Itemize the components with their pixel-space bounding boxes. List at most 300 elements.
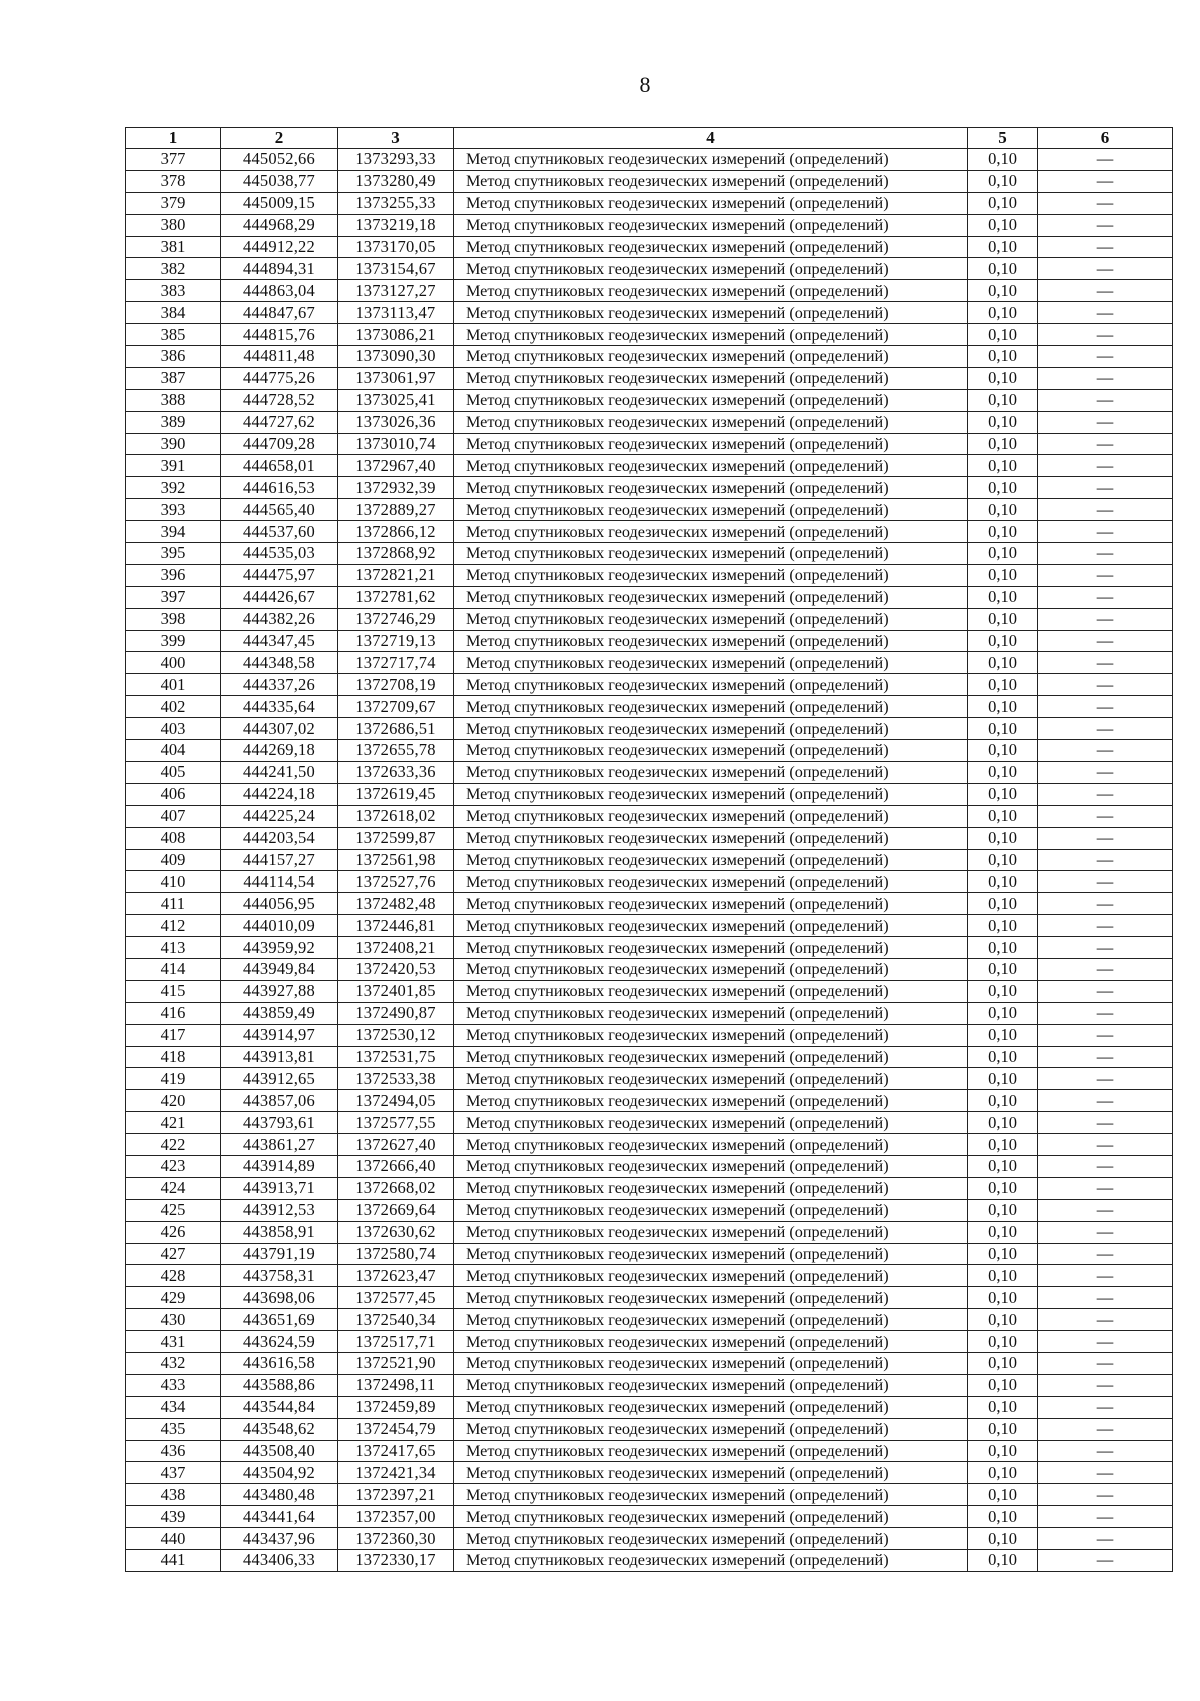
y-coordinate-cell: 1372577,45 <box>338 1287 454 1309</box>
precision-cell: 0,10 <box>968 433 1038 455</box>
x-coordinate-cell: 443508,40 <box>221 1440 338 1462</box>
description-cell: — <box>1038 1134 1173 1156</box>
y-coordinate-cell: 1372599,87 <box>338 827 454 849</box>
description-cell: — <box>1038 1002 1173 1024</box>
y-coordinate-cell: 1372623,47 <box>338 1265 454 1287</box>
point-number-cell: 426 <box>126 1221 221 1243</box>
header-col-4: 4 <box>454 128 968 149</box>
x-coordinate-cell: 444307,02 <box>221 718 338 740</box>
y-coordinate-cell: 1372719,13 <box>338 630 454 652</box>
y-coordinate-cell: 1372889,27 <box>338 499 454 521</box>
y-coordinate-cell: 1372459,89 <box>338 1396 454 1418</box>
description-cell: — <box>1038 1177 1173 1199</box>
x-coordinate-cell: 443914,97 <box>221 1024 338 1046</box>
x-coordinate-cell: 444968,29 <box>221 214 338 236</box>
method-cell: Метод спутниковых геодезических измерений (определений) <box>454 455 968 477</box>
table-row <box>126 740 1173 762</box>
y-coordinate-cell: 1372668,02 <box>338 1177 454 1199</box>
description-cell: — <box>1038 893 1173 915</box>
x-coordinate-cell: 444912,22 <box>221 236 338 258</box>
y-coordinate-cell: 1372630,62 <box>338 1221 454 1243</box>
point-number-cell: 428 <box>126 1265 221 1287</box>
x-coordinate-cell: 443913,81 <box>221 1046 338 1068</box>
method-cell: Метод спутниковых геодезических измерений (определений) <box>454 674 968 696</box>
table-row <box>126 499 1173 521</box>
point-number-cell: 401 <box>126 674 221 696</box>
method-cell: Метод спутниковых геодезических измерений (определений) <box>454 389 968 411</box>
table-row <box>126 346 1173 368</box>
y-coordinate-cell: 1373086,21 <box>338 324 454 346</box>
point-number-cell: 410 <box>126 871 221 893</box>
x-coordinate-cell: 444335,64 <box>221 696 338 718</box>
table-row <box>126 1177 1173 1199</box>
point-number-cell: 379 <box>126 192 221 214</box>
description-cell: — <box>1038 1550 1173 1572</box>
precision-cell: 0,10 <box>968 1331 1038 1353</box>
point-number-cell: 382 <box>126 258 221 280</box>
x-coordinate-cell: 443927,88 <box>221 980 338 1002</box>
method-cell: Метод спутниковых геодезических измерений (определений) <box>454 849 968 871</box>
point-number-cell: 437 <box>126 1462 221 1484</box>
description-cell: — <box>1038 696 1173 718</box>
table-row <box>126 871 1173 893</box>
point-number-cell: 397 <box>126 586 221 608</box>
point-number-cell: 393 <box>126 499 221 521</box>
method-cell: Метод спутниковых геодезических измерений (определений) <box>454 1396 968 1418</box>
x-coordinate-cell: 444475,97 <box>221 564 338 586</box>
y-coordinate-cell: 1372454,79 <box>338 1418 454 1440</box>
table-row <box>126 980 1173 1002</box>
description-cell: — <box>1038 937 1173 959</box>
x-coordinate-cell: 444347,45 <box>221 630 338 652</box>
table-row <box>126 718 1173 740</box>
description-cell: — <box>1038 1418 1173 1440</box>
table-row <box>126 1287 1173 1309</box>
description-cell: — <box>1038 915 1173 937</box>
y-coordinate-cell: 1372517,71 <box>338 1331 454 1353</box>
point-number-cell: 387 <box>126 367 221 389</box>
table-row <box>126 608 1173 630</box>
precision-cell: 0,10 <box>968 258 1038 280</box>
description-cell: — <box>1038 367 1173 389</box>
precision-cell: 0,10 <box>968 1090 1038 1112</box>
point-number-cell: 406 <box>126 783 221 805</box>
method-cell: Метод спутниковых геодезических измерений (определений) <box>454 411 968 433</box>
x-coordinate-cell: 444894,31 <box>221 258 338 280</box>
table-row <box>126 937 1173 959</box>
method-cell: Метод спутниковых геодезических измерений (определений) <box>454 1462 968 1484</box>
point-number-cell: 417 <box>126 1024 221 1046</box>
y-coordinate-cell: 1372498,11 <box>338 1374 454 1396</box>
method-cell: Метод спутниковых геодезических измерений (определений) <box>454 1352 968 1374</box>
method-cell: Метод спутниковых геодезических измерений (определений) <box>454 564 968 586</box>
method-cell: Метод спутниковых геодезических измерений (определений) <box>454 718 968 740</box>
precision-cell: 0,10 <box>968 1462 1038 1484</box>
point-number-cell: 430 <box>126 1309 221 1331</box>
y-coordinate-cell: 1373255,33 <box>338 192 454 214</box>
table-row <box>126 1418 1173 1440</box>
point-number-cell: 432 <box>126 1352 221 1374</box>
point-number-cell: 392 <box>126 477 221 499</box>
header-col-6: 6 <box>1038 128 1173 149</box>
y-coordinate-cell: 1372401,85 <box>338 980 454 1002</box>
x-coordinate-cell: 443912,65 <box>221 1068 338 1090</box>
description-cell: — <box>1038 849 1173 871</box>
precision-cell: 0,10 <box>968 411 1038 433</box>
point-number-cell: 429 <box>126 1287 221 1309</box>
y-coordinate-cell: 1372746,29 <box>338 608 454 630</box>
y-coordinate-cell: 1372417,65 <box>338 1440 454 1462</box>
point-number-cell: 415 <box>126 980 221 1002</box>
x-coordinate-cell: 443441,64 <box>221 1506 338 1528</box>
point-number-cell: 421 <box>126 1112 221 1134</box>
description-cell: — <box>1038 871 1173 893</box>
y-coordinate-cell: 1372330,17 <box>338 1550 454 1572</box>
description-cell: — <box>1038 827 1173 849</box>
precision-cell: 0,10 <box>968 1440 1038 1462</box>
y-coordinate-cell: 1372717,74 <box>338 652 454 674</box>
table-row <box>126 1155 1173 1177</box>
point-number-cell: 435 <box>126 1418 221 1440</box>
method-cell: Метод спутниковых геодезических измерений (определений) <box>454 1090 968 1112</box>
point-number-cell: 418 <box>126 1046 221 1068</box>
method-cell: Метод спутниковых геодезических измерений (определений) <box>454 302 968 324</box>
point-number-cell: 385 <box>126 324 221 346</box>
x-coordinate-cell: 443861,27 <box>221 1134 338 1156</box>
table-row <box>126 1528 1173 1550</box>
y-coordinate-cell: 1372408,21 <box>338 937 454 959</box>
x-coordinate-cell: 444426,67 <box>221 586 338 608</box>
precision-cell: 0,10 <box>968 893 1038 915</box>
method-cell: Метод спутниковых геодезических измерений (определений) <box>454 740 968 762</box>
y-coordinate-cell: 1372446,81 <box>338 915 454 937</box>
table-header-row <box>126 128 1173 149</box>
method-cell: Метод спутниковых геодезических измерений (определений) <box>454 1112 968 1134</box>
point-number-cell: 419 <box>126 1068 221 1090</box>
description-cell: — <box>1038 1024 1173 1046</box>
description-cell: — <box>1038 258 1173 280</box>
table-row <box>126 1396 1173 1418</box>
description-cell: — <box>1038 214 1173 236</box>
x-coordinate-cell: 443857,06 <box>221 1090 338 1112</box>
precision-cell: 0,10 <box>968 1002 1038 1024</box>
y-coordinate-cell: 1373025,41 <box>338 389 454 411</box>
table-row <box>126 674 1173 696</box>
precision-cell: 0,10 <box>968 1309 1038 1331</box>
point-number-cell: 438 <box>126 1484 221 1506</box>
point-number-cell: 414 <box>126 958 221 980</box>
table-row <box>126 477 1173 499</box>
method-cell: Метод спутниковых геодезических измерений (определений) <box>454 433 968 455</box>
point-number-cell: 431 <box>126 1331 221 1353</box>
method-cell: Метод спутниковых геодезических измерений (определений) <box>454 1484 968 1506</box>
point-number-cell: 395 <box>126 543 221 565</box>
description-cell: — <box>1038 543 1173 565</box>
y-coordinate-cell: 1372527,76 <box>338 871 454 893</box>
method-cell: Метод спутниковых геодезических измерений (определений) <box>454 346 968 368</box>
method-cell: Метод спутниковых геодезических измерений (определений) <box>454 258 968 280</box>
y-coordinate-cell: 1372633,36 <box>338 761 454 783</box>
description-cell: — <box>1038 1462 1173 1484</box>
table-row <box>126 849 1173 871</box>
x-coordinate-cell: 443859,49 <box>221 1002 338 1024</box>
description-cell: — <box>1038 280 1173 302</box>
y-coordinate-cell: 1373219,18 <box>338 214 454 236</box>
table-row <box>126 280 1173 302</box>
x-coordinate-cell: 443913,71 <box>221 1177 338 1199</box>
y-coordinate-cell: 1372627,40 <box>338 1134 454 1156</box>
description-cell: — <box>1038 980 1173 1002</box>
method-cell: Метод спутниковых геодезических измерений (определений) <box>454 521 968 543</box>
description-cell: — <box>1038 1265 1173 1287</box>
x-coordinate-cell: 443480,48 <box>221 1484 338 1506</box>
description-cell: — <box>1038 718 1173 740</box>
method-cell: Метод спутниковых геодезических измерений (определений) <box>454 280 968 302</box>
description-cell: — <box>1038 1068 1173 1090</box>
description-cell: — <box>1038 1155 1173 1177</box>
x-coordinate-cell: 443793,61 <box>221 1112 338 1134</box>
x-coordinate-cell: 443791,19 <box>221 1243 338 1265</box>
x-coordinate-cell: 445038,77 <box>221 170 338 192</box>
description-cell: — <box>1038 324 1173 346</box>
x-coordinate-cell: 445009,15 <box>221 192 338 214</box>
method-cell: Метод спутниковых геодезических измерений (определений) <box>454 1155 968 1177</box>
description-cell: — <box>1038 302 1173 324</box>
method-cell: Метод спутниковых геодезических измерений (определений) <box>454 1528 968 1550</box>
x-coordinate-cell: 444863,04 <box>221 280 338 302</box>
table-row <box>126 236 1173 258</box>
table-row <box>126 958 1173 980</box>
point-number-cell: 425 <box>126 1199 221 1221</box>
x-coordinate-cell: 444565,40 <box>221 499 338 521</box>
description-cell: — <box>1038 389 1173 411</box>
table-row <box>126 1046 1173 1068</box>
method-cell: Метод спутниковых геодезических измерений (определений) <box>454 696 968 718</box>
point-number-cell: 427 <box>126 1243 221 1265</box>
description-cell: — <box>1038 236 1173 258</box>
table-row <box>126 1243 1173 1265</box>
precision-cell: 0,10 <box>968 805 1038 827</box>
precision-cell: 0,10 <box>968 499 1038 521</box>
point-number-cell: 422 <box>126 1134 221 1156</box>
precision-cell: 0,10 <box>968 346 1038 368</box>
precision-cell: 0,10 <box>968 1243 1038 1265</box>
precision-cell: 0,10 <box>968 1046 1038 1068</box>
table-row <box>126 302 1173 324</box>
point-number-cell: 434 <box>126 1396 221 1418</box>
point-number-cell: 412 <box>126 915 221 937</box>
precision-cell: 0,10 <box>968 1550 1038 1572</box>
y-coordinate-cell: 1372482,48 <box>338 893 454 915</box>
table-row <box>126 1112 1173 1134</box>
method-cell: Метод спутниковых геодезических измерений (определений) <box>454 477 968 499</box>
y-coordinate-cell: 1373170,05 <box>338 236 454 258</box>
table-row <box>126 1090 1173 1112</box>
point-number-cell: 433 <box>126 1374 221 1396</box>
table-row <box>126 1265 1173 1287</box>
precision-cell: 0,10 <box>968 1396 1038 1418</box>
precision-cell: 0,10 <box>968 1528 1038 1550</box>
description-cell: — <box>1038 1287 1173 1309</box>
table-row <box>126 586 1173 608</box>
point-number-cell: 436 <box>126 1440 221 1462</box>
table-row <box>126 783 1173 805</box>
y-coordinate-cell: 1372521,90 <box>338 1352 454 1374</box>
table-row <box>126 1506 1173 1528</box>
table-row <box>126 170 1173 192</box>
precision-cell: 0,10 <box>968 783 1038 805</box>
precision-cell: 0,10 <box>968 192 1038 214</box>
point-number-cell: 409 <box>126 849 221 871</box>
y-coordinate-cell: 1372655,78 <box>338 740 454 762</box>
method-cell: Метод спутниковых геодезических измерений (определений) <box>454 958 968 980</box>
y-coordinate-cell: 1372618,02 <box>338 805 454 827</box>
precision-cell: 0,10 <box>968 1199 1038 1221</box>
table-row <box>126 1002 1173 1024</box>
x-coordinate-cell: 443588,86 <box>221 1374 338 1396</box>
description-cell: — <box>1038 630 1173 652</box>
method-cell: Метод спутниковых геодезических измерений (определений) <box>454 1046 968 1068</box>
method-cell: Метод спутниковых геодезических измерений (определений) <box>454 1177 968 1199</box>
point-number-cell: 402 <box>126 696 221 718</box>
point-number-cell: 378 <box>126 170 221 192</box>
y-coordinate-cell: 1372577,55 <box>338 1112 454 1134</box>
method-cell: Метод спутниковых геодезических измерений (определений) <box>454 783 968 805</box>
point-number-cell: 391 <box>126 455 221 477</box>
table-row <box>126 214 1173 236</box>
y-coordinate-cell: 1372494,05 <box>338 1090 454 1112</box>
method-cell: Метод спутниковых геодезических измерений (определений) <box>454 1287 968 1309</box>
y-coordinate-cell: 1372686,51 <box>338 718 454 740</box>
precision-cell: 0,10 <box>968 761 1038 783</box>
x-coordinate-cell: 443949,84 <box>221 958 338 980</box>
x-coordinate-cell: 443758,31 <box>221 1265 338 1287</box>
method-cell: Метод спутниковых геодезических измерений (определений) <box>454 1418 968 1440</box>
method-cell: Метод спутниковых геодезических измерений (определений) <box>454 499 968 521</box>
table-row <box>126 630 1173 652</box>
point-number-cell: 386 <box>126 346 221 368</box>
x-coordinate-cell: 443616,58 <box>221 1352 338 1374</box>
description-cell: — <box>1038 433 1173 455</box>
precision-cell: 0,10 <box>968 586 1038 608</box>
description-cell: — <box>1038 958 1173 980</box>
table-body <box>126 149 1173 1572</box>
y-coordinate-cell: 1372709,67 <box>338 696 454 718</box>
x-coordinate-cell: 444616,53 <box>221 477 338 499</box>
point-number-cell: 420 <box>126 1090 221 1112</box>
x-coordinate-cell: 444727,62 <box>221 411 338 433</box>
y-coordinate-cell: 1372866,12 <box>338 521 454 543</box>
point-number-cell: 390 <box>126 433 221 455</box>
y-coordinate-cell: 1372561,98 <box>338 849 454 871</box>
description-cell: — <box>1038 455 1173 477</box>
method-cell: Метод спутниковых геодезических измерений (определений) <box>454 1243 968 1265</box>
table-row <box>126 1199 1173 1221</box>
method-cell: Метод спутниковых геодезических измерений (определений) <box>454 367 968 389</box>
table-row <box>126 1352 1173 1374</box>
table-row <box>126 827 1173 849</box>
description-cell: — <box>1038 564 1173 586</box>
precision-cell: 0,10 <box>968 1418 1038 1440</box>
method-cell: Метод спутниковых геодезических измерений (определений) <box>454 915 968 937</box>
table-row <box>126 761 1173 783</box>
y-coordinate-cell: 1373293,33 <box>338 149 454 171</box>
x-coordinate-cell: 444815,76 <box>221 324 338 346</box>
table-row <box>126 367 1173 389</box>
table-row <box>126 1484 1173 1506</box>
description-cell: — <box>1038 1243 1173 1265</box>
y-coordinate-cell: 1372530,12 <box>338 1024 454 1046</box>
x-coordinate-cell: 444010,09 <box>221 915 338 937</box>
x-coordinate-cell: 443912,53 <box>221 1199 338 1221</box>
table-row <box>126 915 1173 937</box>
method-cell: Метод спутниковых геодезических измерений (определений) <box>454 192 968 214</box>
precision-cell: 0,10 <box>968 871 1038 893</box>
precision-cell: 0,10 <box>968 915 1038 937</box>
x-coordinate-cell: 444114,54 <box>221 871 338 893</box>
header-col-5: 5 <box>968 128 1038 149</box>
x-coordinate-cell: 443959,92 <box>221 937 338 959</box>
y-coordinate-cell: 1373026,36 <box>338 411 454 433</box>
y-coordinate-cell: 1373010,74 <box>338 433 454 455</box>
header-col-2: 2 <box>221 128 338 149</box>
point-number-cell: 423 <box>126 1155 221 1177</box>
description-cell: — <box>1038 149 1173 171</box>
x-coordinate-cell: 443858,91 <box>221 1221 338 1243</box>
description-cell: — <box>1038 1352 1173 1374</box>
description-cell: — <box>1038 346 1173 368</box>
precision-cell: 0,10 <box>968 652 1038 674</box>
point-number-cell: 439 <box>126 1506 221 1528</box>
method-cell: Метод спутниковых геодезических измерений (определений) <box>454 1506 968 1528</box>
precision-cell: 0,10 <box>968 214 1038 236</box>
precision-cell: 0,10 <box>968 1352 1038 1374</box>
x-coordinate-cell: 444348,58 <box>221 652 338 674</box>
method-cell: Метод спутниковых геодезических измерений (определений) <box>454 1331 968 1353</box>
point-number-cell: 413 <box>126 937 221 959</box>
precision-cell: 0,10 <box>968 958 1038 980</box>
y-coordinate-cell: 1372357,00 <box>338 1506 454 1528</box>
table-row <box>126 1134 1173 1156</box>
y-coordinate-cell: 1372967,40 <box>338 455 454 477</box>
header-col-3: 3 <box>338 128 454 149</box>
x-coordinate-cell: 444269,18 <box>221 740 338 762</box>
precision-cell: 0,10 <box>968 1506 1038 1528</box>
method-cell: Метод спутниковых геодезических измерений (определений) <box>454 1309 968 1331</box>
description-cell: — <box>1038 761 1173 783</box>
precision-cell: 0,10 <box>968 455 1038 477</box>
x-coordinate-cell: 443437,96 <box>221 1528 338 1550</box>
method-cell: Метод спутниковых геодезических измерений (определений) <box>454 324 968 346</box>
y-coordinate-cell: 1373061,97 <box>338 367 454 389</box>
precision-cell: 0,10 <box>968 367 1038 389</box>
precision-cell: 0,10 <box>968 302 1038 324</box>
table-row <box>126 521 1173 543</box>
x-coordinate-cell: 444157,27 <box>221 849 338 871</box>
point-number-cell: 394 <box>126 521 221 543</box>
precision-cell: 0,10 <box>968 1374 1038 1396</box>
x-coordinate-cell: 443406,33 <box>221 1550 338 1572</box>
point-number-cell: 380 <box>126 214 221 236</box>
precision-cell: 0,10 <box>968 674 1038 696</box>
x-coordinate-cell: 444337,26 <box>221 674 338 696</box>
x-coordinate-cell: 444535,03 <box>221 543 338 565</box>
description-cell: — <box>1038 805 1173 827</box>
method-cell: Метод спутниковых геодезических измерений (определений) <box>454 170 968 192</box>
x-coordinate-cell: 444537,60 <box>221 521 338 543</box>
y-coordinate-cell: 1372420,53 <box>338 958 454 980</box>
description-cell: — <box>1038 674 1173 696</box>
